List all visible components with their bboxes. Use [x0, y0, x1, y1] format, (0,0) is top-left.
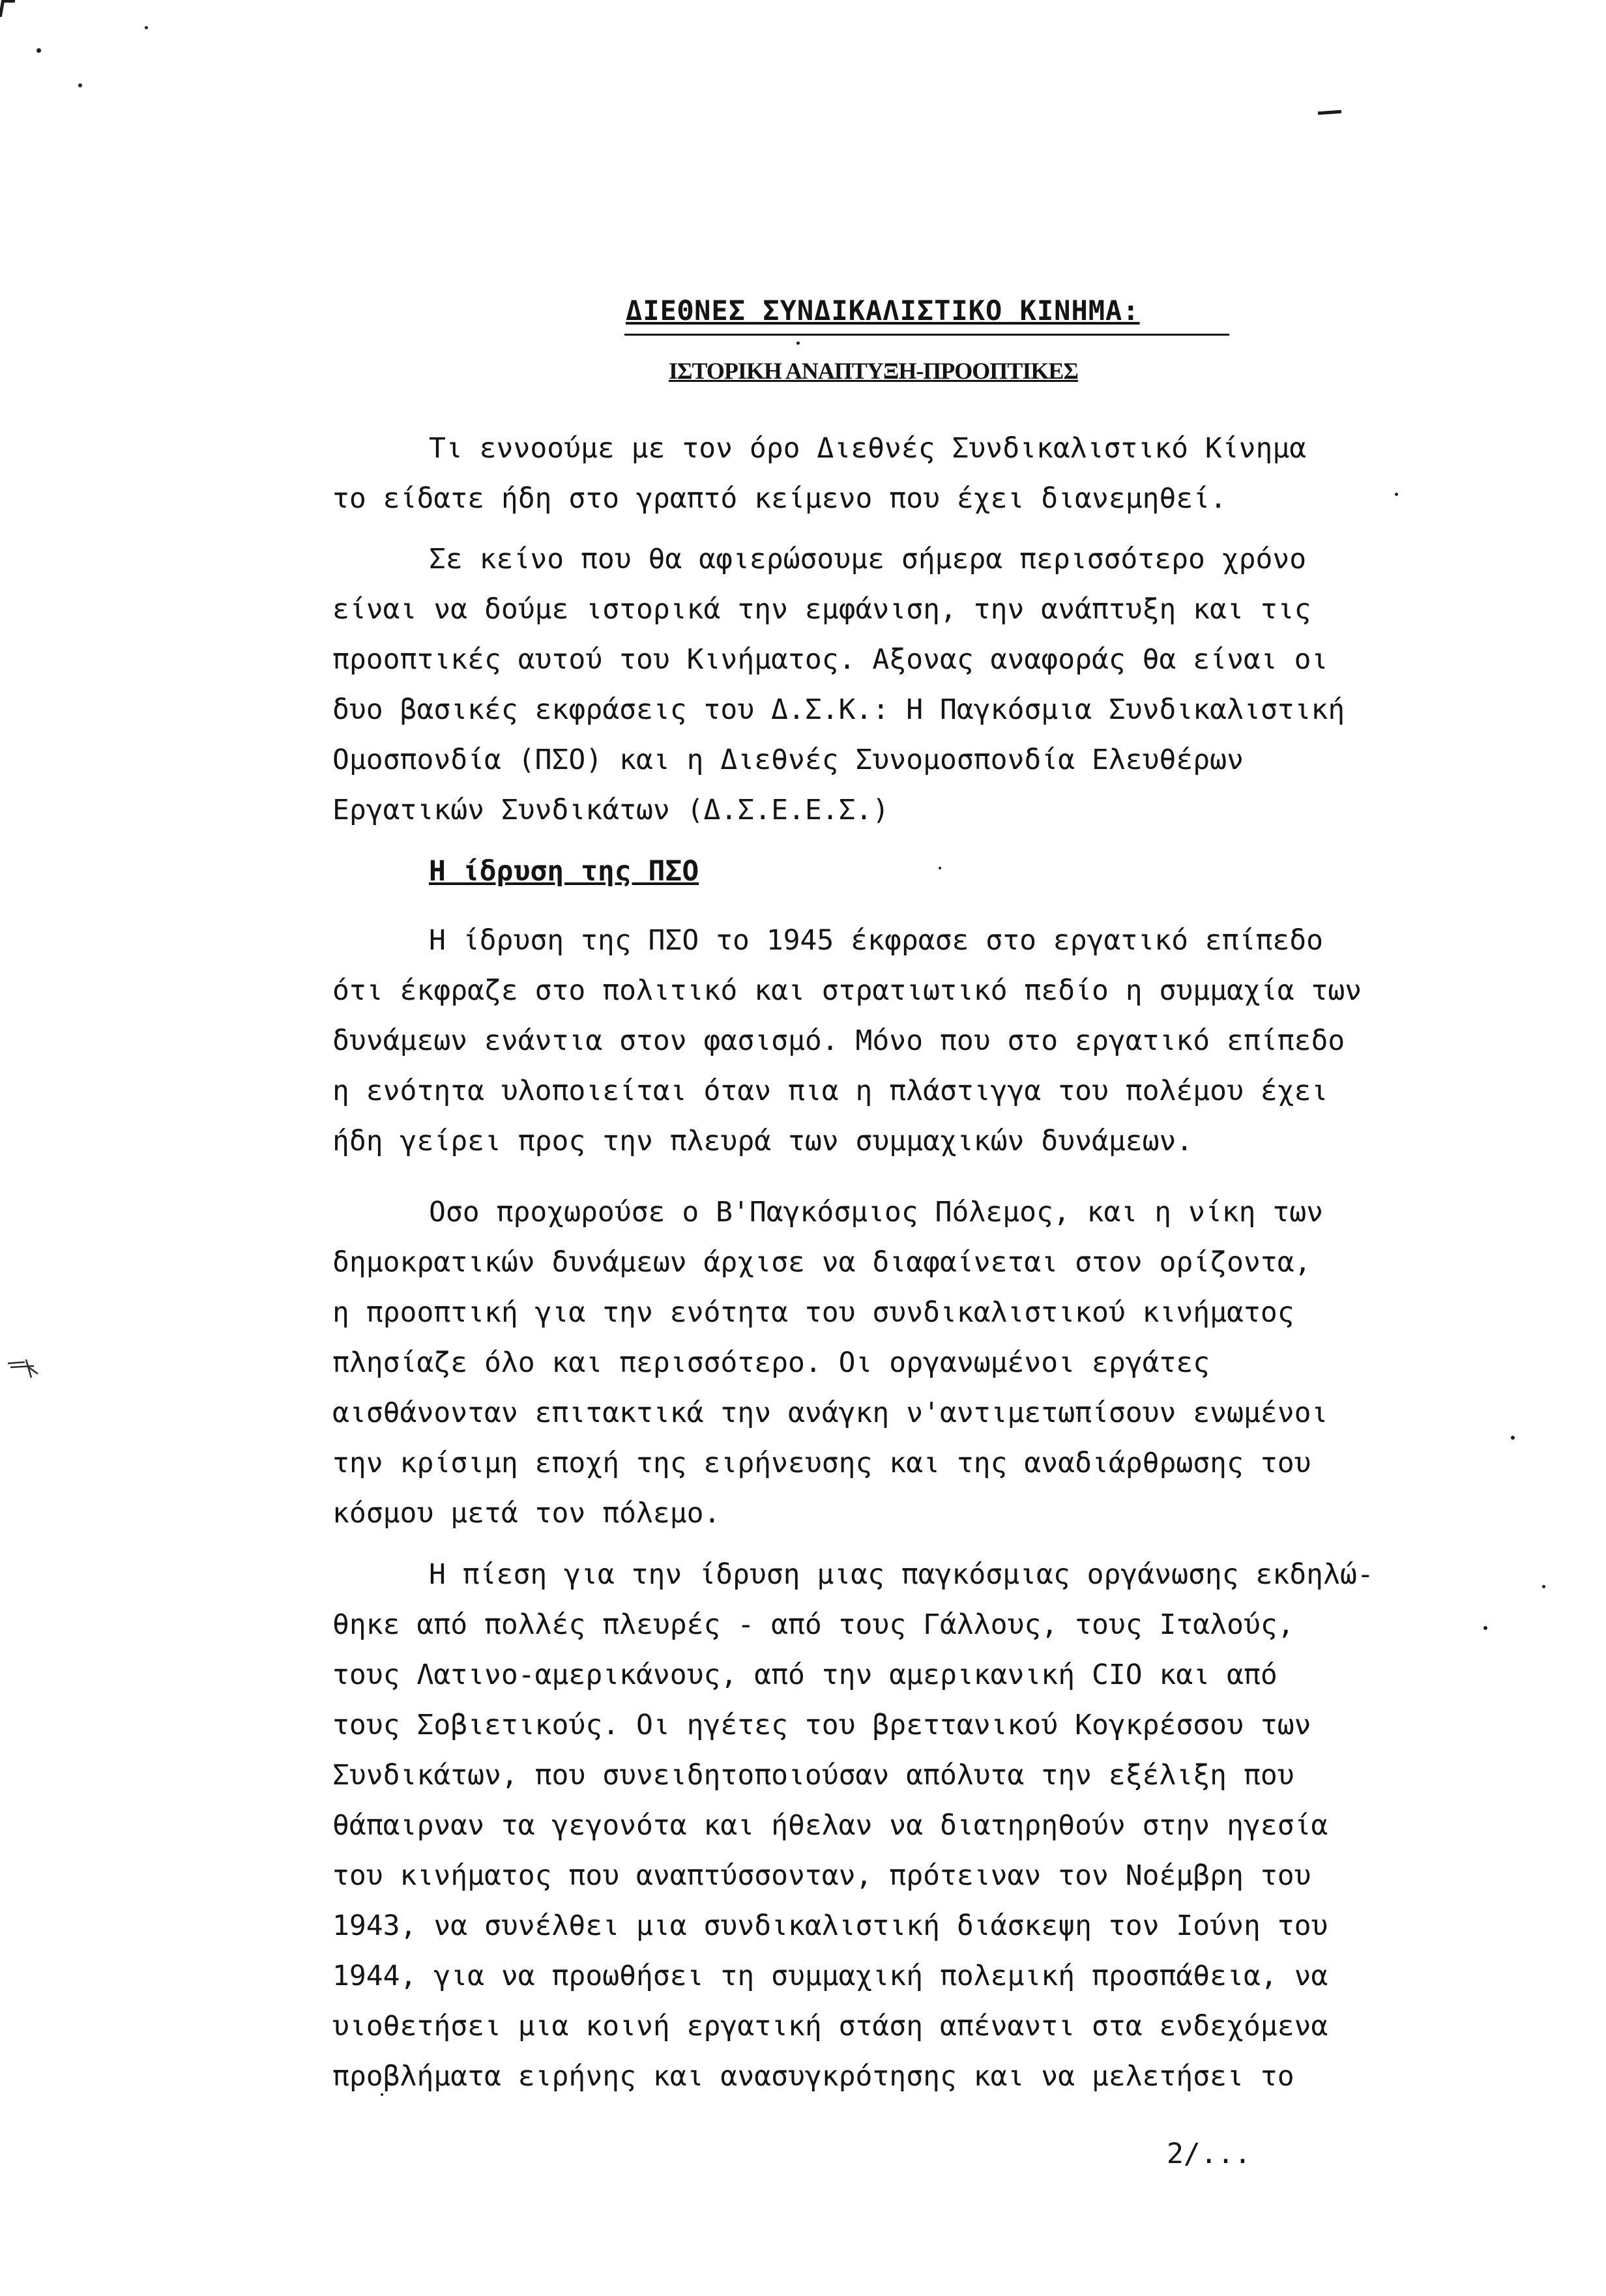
paragraph-intro [332, 424, 1545, 524]
text-line: Ομοσπονδία (ΠΣΟ) και η Διεθνές Συνομοσπονδία Ελευθέρων [332, 744, 1244, 776]
text-line: του κινήματος που αναπτύσσονταν, πρότειναν τον Νοέμβρη του [332, 1859, 1311, 1892]
scan-speck [939, 867, 941, 869]
text-line: Εργατικών Συνδικάτων (Δ.Σ.Ε.Ε.Σ.) [332, 794, 890, 826]
text-line: υιοθετήσει μια κοινή εργατική στάση απέναντι στα ενδεχόμενα [332, 2010, 1328, 2042]
text-line: ήδη γείρει προς την πλευρά των συμμαχικών δυνάμεων. [332, 1125, 1193, 1157]
text-line: η ενότητα υλοποιείται όταν πια η πλάστιγγα του πολέμου έχει [332, 1075, 1328, 1107]
page-continuation-marker: 2/... [1167, 2138, 1251, 2170]
paragraph-focus [332, 534, 1545, 836]
text-line: την κρίσιμη εποχή της ειρήνευσης και της αναδιάρθρωσης του [332, 1447, 1311, 1479]
text-line: θηκε από πολλές πλευρές - από τους Γάλλους, τους Ιταλούς, [332, 1608, 1294, 1641]
text-line: προοπτικές αυτού του Κινήματος. Αξονας αναφοράς θα είναι οι [332, 643, 1328, 676]
text-line: δυο βασικές εκφράσεις του Δ.Σ.Κ.: Η Παγκόσμια Συνδικαλιστική [332, 693, 1345, 726]
text-line: κόσμου μετά τον πόλεμο. [332, 1497, 721, 1530]
scan-artifact-corner [0, 0, 15, 17]
text-line: τους Σοβιετικούς. Οι ηγέτες του βρεττανικού Κογκρέσσου των [332, 1709, 1311, 1741]
text-line: δημοκρατικών δυνάμεων άρχισε να διαφαίνεται στον ορίζοντα, [332, 1246, 1311, 1279]
scan-speck [796, 341, 800, 345]
scan-speck [78, 83, 82, 87]
text-line: πλησίαζε όλο και περισσότερο. Οι οργανωμένοι εργάτες [332, 1346, 1210, 1379]
scan-speck [145, 26, 148, 29]
paragraph-founding [332, 916, 1545, 1167]
margin-mark [5, 1354, 39, 1380]
text-line: Συνδικάτων, που συνειδητοποιούσαν απόλυτα την εξέλιξη που [332, 1759, 1294, 1792]
text-line: το είδατε ήδη στο γραπτό κείμενο που έχει διανεμηθεί. [332, 482, 1227, 515]
text-line: η προοπτική για την ενότητα του συνδικαλιστικού κινήματος [332, 1296, 1294, 1329]
text-line: Σε κείνο που θα αφιερώσουμε σήμερα περισσότερο χρόνο [429, 543, 1307, 575]
scan-speck [36, 48, 41, 53]
text-line: θάπαιρναν τα γεγονότα και ήθελαν να διατηρηθούν στην ηγεσία [332, 1809, 1328, 1842]
text-line: ότι έκφραζε στο πολιτικό και στρατιωτικό πεδίο η συμμαχία των [332, 974, 1362, 1007]
title-underline [624, 334, 1229, 336]
text-line: Τι εννοούμε με τον όρο Διεθνές Συνδικαλιστικό Κίνημα [429, 432, 1307, 465]
text-line: Η ίδρυση της ΠΣΟ το 1945 έκφρασε στο εργατικό επίπεδο [429, 924, 1324, 957]
scan-artifact-dash [1318, 110, 1341, 115]
text-line: είναι να δούμε ιστορικά την εμφάνιση, την ανάπτυξη και τις [332, 593, 1311, 626]
text-line: προβλήματα ειρήνης και ανασυγκρότησης και να μελετήσει το [332, 2060, 1294, 2093]
document-title: ΔΙΕΘΝΕΣ ΣΥΝΔΙΚΑΛΙΣΤΙΚΟ ΚΙΝΗΜΑ: [626, 295, 1140, 327]
section-heading: Η ίδρυση της ΠΣΟ [429, 855, 699, 888]
text-line: 1943, να συνέλθει μια συνδικαλιστική διάσκεψη τον Ιούνη του [332, 1910, 1328, 1942]
document-subtitle: ΙΣΤΟΡΙΚΗ ΑΝΑΠΤΥΞΗ-ΠΡΟΟΠΤΙΚΕΣ [669, 358, 1078, 384]
text-line: δυνάμεων ενάντια στον φασισμό. Μόνο που στο εργατικό επίπεδο [332, 1024, 1345, 1057]
text-line: 1944, για να προωθήσει τη συμμαχική πολεμική προσπάθεια, να [332, 1960, 1328, 1992]
text-line: Η πίεση για την ίδρυση μιας παγκόσμιας οργάνωσης εκδηλώ- [429, 1558, 1374, 1591]
text-line: Οσο προχωρούσε ο Β'Παγκόσμιος Πόλεμος, και η νίκη των [429, 1196, 1324, 1228]
paragraph-war-progress [332, 1187, 1545, 1539]
text-line: αισθάνονταν επιτακτικά την ανάγκη ν'αντιμετωπίσουν ενωμένοι [332, 1397, 1328, 1429]
text-line: τους Λατινο-αμερικάνους, από την αμερικανική CIO και από [332, 1659, 1278, 1691]
paragraph-pressure [332, 1550, 1545, 2102]
